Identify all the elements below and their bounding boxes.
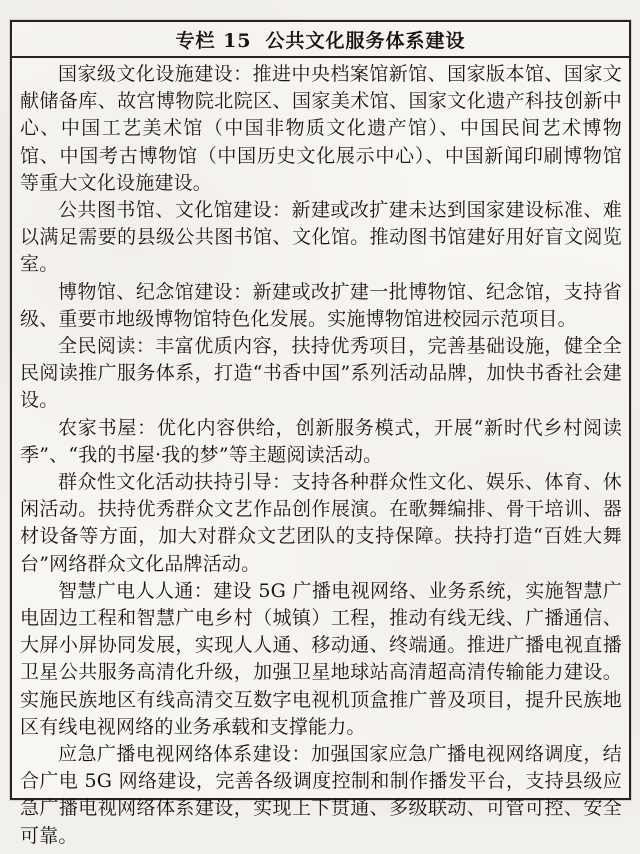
paragraph-emergency-broadcast-network: 应急广播电视网络体系建设：加强国家应急广播电视网络调度，结合广电 5G 网络建设，完善各级调度控制和制作播发平台，支持县级应急广播电视网络体系建设，实现上下贯通、多级联动、可管可控、安全可靠。 — [20, 743, 622, 847]
panel-body — [12, 58, 629, 854]
panel-header-title: 公共文化服务体系建设 — [265, 29, 466, 52]
paragraph-public-libraries: 公共图书馆、文化馆建设：新建或改扩建未达到国家建设标准、难以满足需要的县级公共图书馆、文化馆。推动图书馆建好用好盲文阅览室。 — [20, 199, 622, 276]
paragraph-rural-book-houses: 农家书屋：优化内容供给，创新服务模式，开展“新时代乡村阅读季”、“我的书屋·我的梦”等主题阅读活动。 — [20, 416, 622, 466]
column-panel — [10, 20, 631, 847]
paragraph-mass-cultural-activities: 群众性文化活动扶持引导：支持各种群众性文化、娱乐、体育、休闲活动。扶持优秀群众文艺作品创作展演。在歌舞编排、骨干培训、器材设备等方面，加大对群众文艺团队的支持保障。扶持打造“百姓大舞台”网络群众文化品牌活动。 — [20, 471, 622, 575]
panel-header-label: 专栏 15 — [175, 29, 252, 52]
paragraph-smart-broadcasting: 智慧广电人人通：建设 5G 广播电视网络、业务系统，实施智慧广电固边工程和智慧广电乡村（城镇）工程，推动有线无线、广播通信、大屏小屏协同发展，实现人人通、移动通、终端通。推进广播电视直播卫星公共服务高清化升级，加强卫星地球站高清超高清传输能力建设。实施民族地区有线高清交互数字电视机顶盒推广普及项目，提升民族地区有线电视网络的业务承载和支撑能力。 — [20, 579, 622, 738]
paragraph-national-reading: 全民阅读：丰富优质内容，扶持优秀项目，完善基础设施，健全全民阅读推广服务体系，打造“书香中国”系列活动品牌，加快书香社会建设。 — [20, 335, 622, 412]
paragraph-national-facilities: 国家级文化设施建设：推进中央档案馆新馆、国家版本馆、国家文献储备库、故宫博物院北院区、国家美术馆、国家文化遗产科技创新中心、中国工艺美术馆（中国非物质文化遗产馆）、中国民间艺术博物馆、中国考古博物馆（中国历史文化展示中心）、中国新闻印刷博物馆等重大文化设施建设。 — [20, 63, 622, 194]
panel-header — [12, 22, 629, 58]
paragraph-museums: 博物馆、纪念馆建设：新建或改扩建一批博物馆、纪念馆，支持省级、重要市地级博物馆特色化发展。实施博物馆进校园示范项目。 — [20, 280, 622, 330]
